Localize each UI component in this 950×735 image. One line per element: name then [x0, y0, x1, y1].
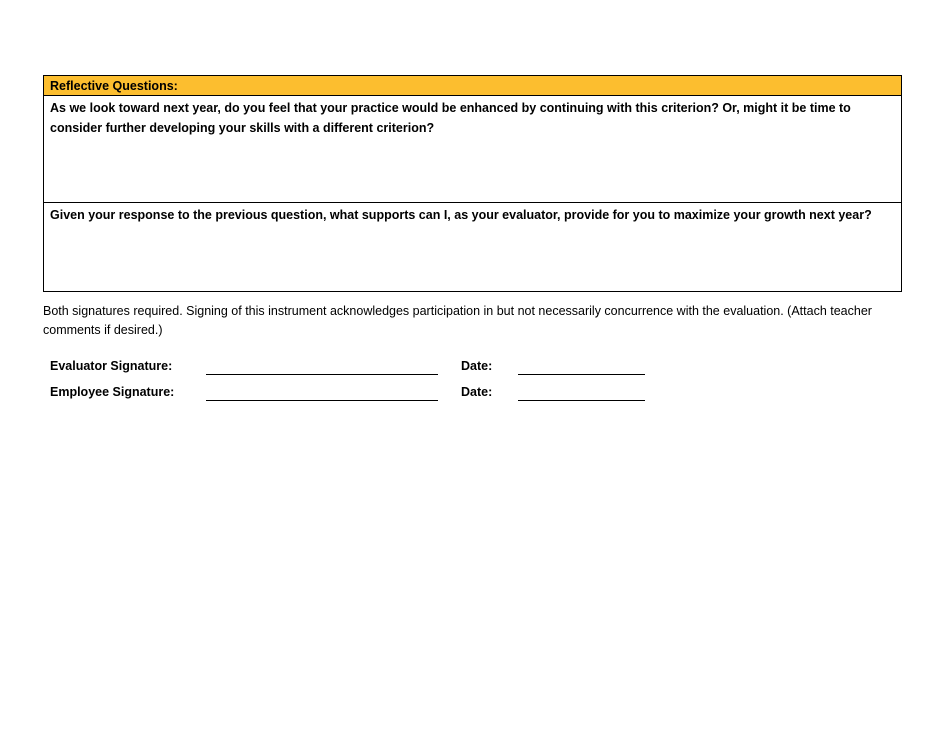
- evaluator-date-line[interactable]: [518, 374, 645, 375]
- employee-signature-label: Employee Signature:: [50, 385, 175, 399]
- reflective-questions-table: [43, 75, 902, 292]
- evaluator-signature-line[interactable]: [206, 374, 438, 375]
- employee-date-line[interactable]: [518, 400, 645, 401]
- evaluator-signature-label: Evaluator Signature:: [50, 359, 173, 373]
- employee-signature-line[interactable]: [206, 400, 438, 401]
- evaluator-date-label: Date:: [461, 359, 493, 373]
- employee-date-label: Date:: [461, 385, 493, 399]
- question-1-text: As we look toward next year, do you feel that your practice would be enhanced by continuing with this criterion? Or, might it be time to consider further developing your skills with a different criterion?: [50, 101, 851, 135]
- question-2-cell[interactable]: [44, 203, 901, 291]
- question-2-text: Given your response to the previous question, what supports can I, as your evaluator, provide for you to maximize your growth next year?: [50, 208, 872, 222]
- signature-note: Both signatures required. Signing of this instrument acknowledges participation in but not necessarily concurrence with the evaluation. (Attach teacher comments if desired.): [43, 304, 872, 337]
- table-header: Reflective Questions:: [44, 76, 901, 96]
- question-1-cell[interactable]: [44, 96, 901, 203]
